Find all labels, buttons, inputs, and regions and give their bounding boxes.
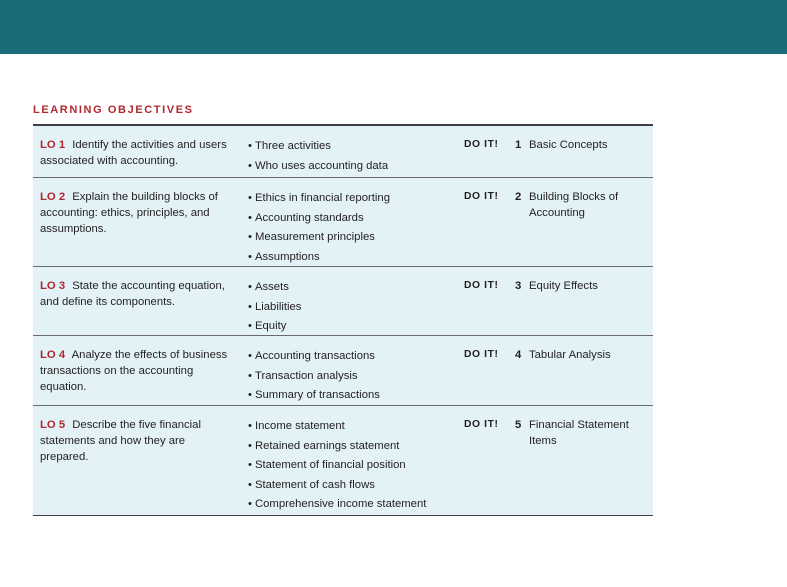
learning-objectives-table <box>33 124 653 516</box>
objective-cell <box>40 347 235 395</box>
topic-item: • Retained earnings statement <box>248 439 400 452</box>
topic-item: • Transaction analysis <box>248 369 358 382</box>
lo-row-5 <box>33 406 653 516</box>
lo-row-2 <box>33 178 653 267</box>
objective-text: Explain the building blocks of accounting: ethics, principles, and assumptions. <box>40 191 218 235</box>
topics-list <box>248 137 458 176</box>
objective-cell <box>40 189 235 237</box>
objective-cell <box>40 417 235 465</box>
topic-item: • Who uses accounting data <box>248 159 389 172</box>
doit-label: DO IT! <box>464 139 499 150</box>
doit-reference <box>464 417 644 449</box>
objective-text: Identify the activities and users associated with accounting. <box>40 139 227 167</box>
lo-row-1 <box>33 126 653 178</box>
doit-title: Building Blocks of Accounting <box>529 191 619 219</box>
doit-label: DO IT! <box>464 419 499 430</box>
doit-label: DO IT! <box>464 191 499 202</box>
lo-row-3 <box>33 267 653 336</box>
objective-text: State the accounting equation, and define its components. <box>40 280 225 308</box>
topic-item: • Statement of cash flows <box>248 478 375 491</box>
lo-number: LO 2 <box>40 191 66 203</box>
doit-reference <box>464 189 644 221</box>
header-banner <box>0 0 787 54</box>
topic-item: • Assumptions <box>248 250 320 263</box>
topic-item: • Accounting transactions <box>248 350 375 362</box>
topic-item: • Measurement principles <box>248 231 375 243</box>
section-title: LEARNING OBJECTIVES <box>33 104 194 116</box>
doit-number: 1 <box>515 139 522 151</box>
objective-text: Describe the five financial statements and how they are prepared. <box>40 419 201 463</box>
objective-cell <box>40 278 235 310</box>
lo-number: LO 1 <box>40 139 66 151</box>
doit-number: 2 <box>515 191 522 203</box>
topic-item: • Accounting standards <box>248 211 364 224</box>
topic-item: • Income statement <box>248 420 345 432</box>
objective-text: Analyze the effects of business transactions on the accounting equation. <box>40 349 228 393</box>
doit-number: 5 <box>515 419 522 431</box>
topic-item: • Equity <box>248 320 287 332</box>
doit-label: DO IT! <box>464 349 499 360</box>
doit-title: Financial Statement Items <box>529 419 629 447</box>
doit-title: Equity Effects <box>529 280 598 292</box>
doit-number: 4 <box>515 349 522 361</box>
doit-reference <box>464 347 644 363</box>
topic-item: • Liabilities <box>248 300 302 313</box>
lo-number: LO 5 <box>40 419 66 431</box>
objective-cell <box>40 137 235 169</box>
topics-list <box>248 417 458 515</box>
doit-title: Tabular Analysis <box>529 349 611 361</box>
doit-reference <box>464 278 644 294</box>
topic-item: • Comprehensive income statement <box>248 498 427 510</box>
topics-list <box>248 347 458 406</box>
topic-item: • Assets <box>248 281 289 293</box>
lo-number: LO 4 <box>40 349 66 361</box>
doit-label: DO IT! <box>464 280 499 291</box>
lo-row-4 <box>33 336 653 406</box>
doit-title: Basic Concepts <box>529 139 608 151</box>
topic-item: • Ethics in financial reporting <box>248 192 390 204</box>
topics-list <box>248 189 458 267</box>
topic-item: • Three activities <box>248 140 331 152</box>
doit-number: 3 <box>515 280 522 292</box>
topic-item: • Summary of transactions <box>248 389 380 401</box>
topics-list <box>248 278 458 337</box>
doit-reference <box>464 137 644 153</box>
lo-number: LO 3 <box>40 280 66 292</box>
topic-item: • Statement of financial position <box>248 459 406 471</box>
